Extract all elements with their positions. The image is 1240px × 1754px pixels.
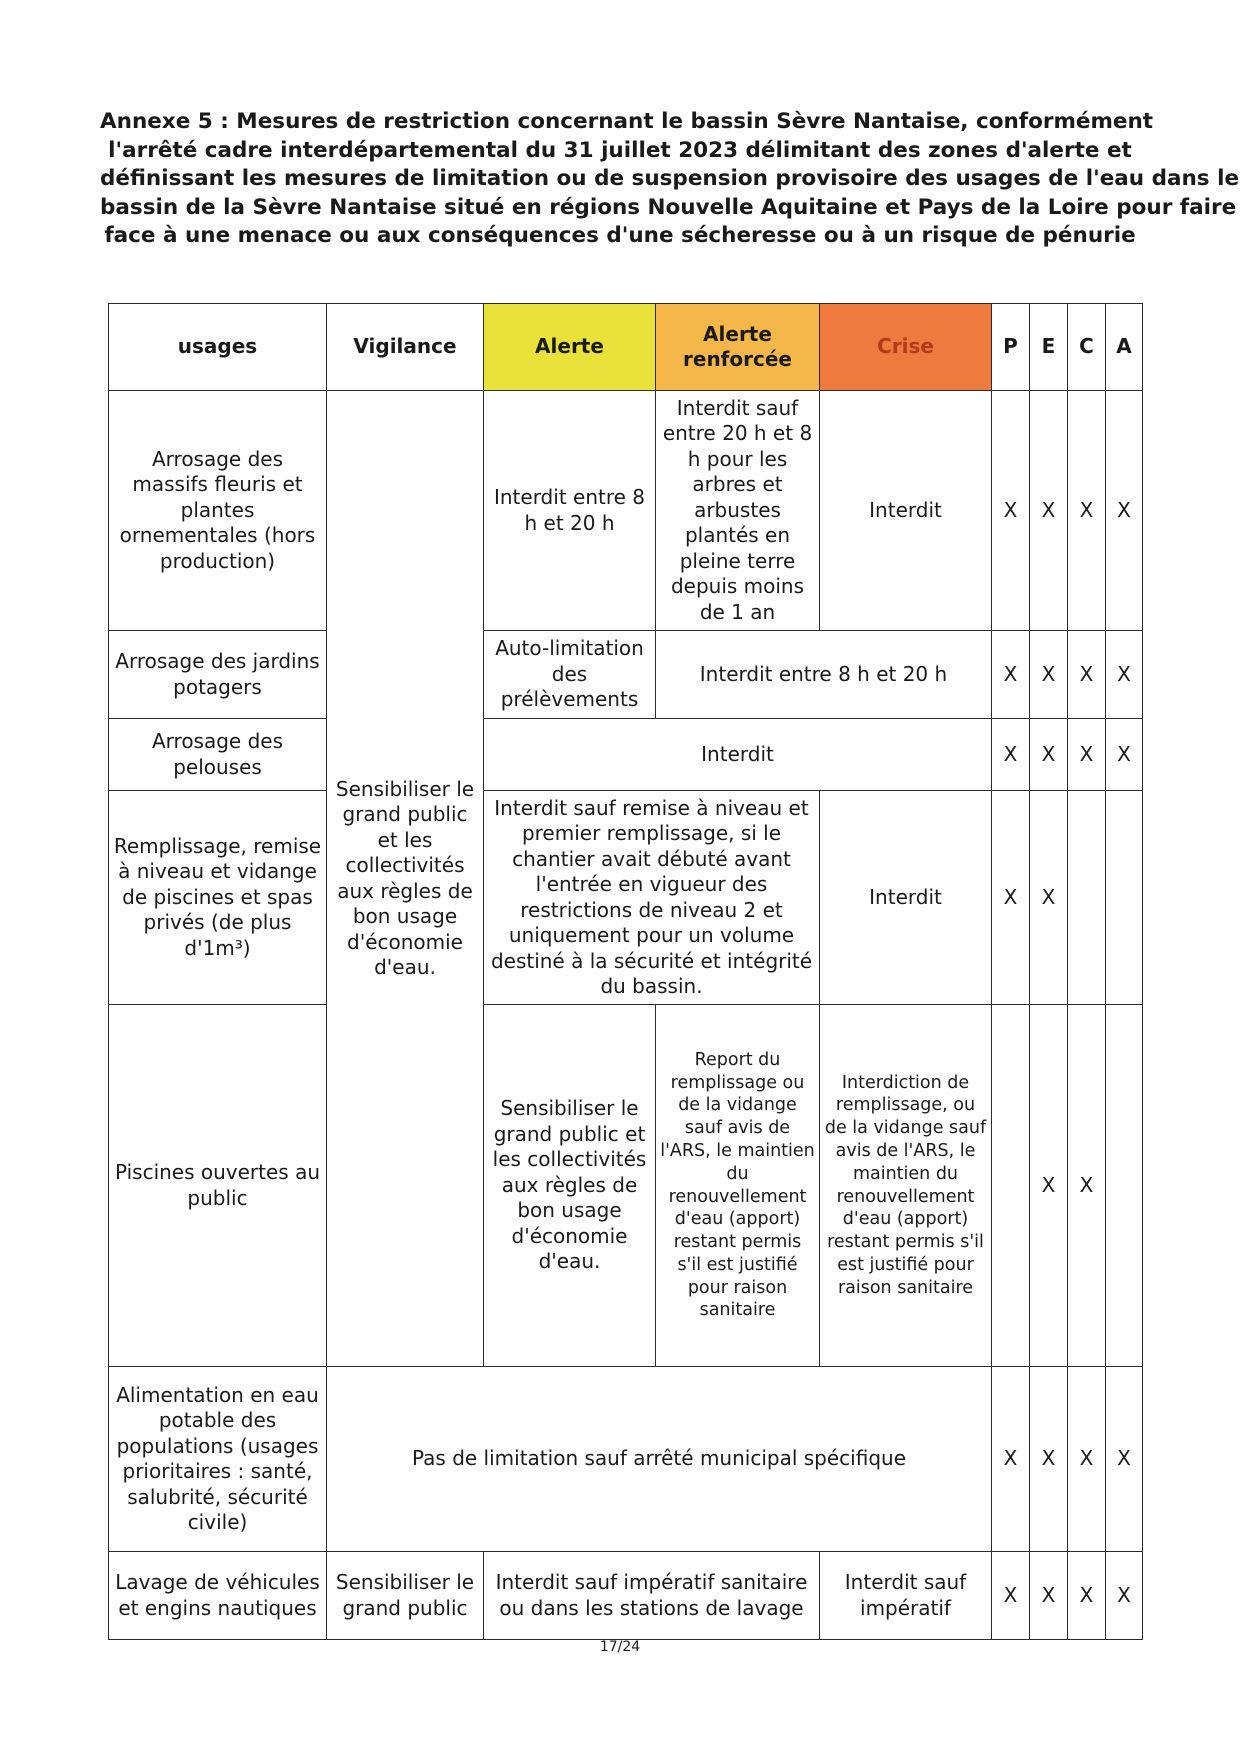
table-row bbox=[109, 719, 1143, 791]
mark-p: X bbox=[992, 391, 1030, 631]
header-crise: Crise bbox=[820, 304, 992, 391]
vigilance-cell: Sensibiliser le grand public bbox=[327, 1552, 484, 1640]
header-a: A bbox=[1106, 304, 1143, 391]
mark-c: X bbox=[1068, 631, 1106, 719]
all-levels-cell: Interdit bbox=[484, 719, 992, 791]
title-line: face à une menace ou aux conséquences d'une sécheresse ou à un risque de pénurie bbox=[104, 223, 1136, 248]
mark-p: X bbox=[992, 791, 1030, 1005]
header-alerte: Alerte bbox=[484, 304, 656, 391]
table-row bbox=[109, 1552, 1143, 1640]
mark-c: X bbox=[1068, 719, 1106, 791]
header-usages: usages bbox=[109, 304, 327, 391]
mark-c: X bbox=[1068, 1005, 1106, 1367]
mark-a bbox=[1106, 791, 1143, 1005]
mark-p: X bbox=[992, 719, 1030, 791]
mark-a: X bbox=[1106, 631, 1143, 719]
table-row bbox=[109, 791, 1143, 1005]
mark-e: X bbox=[1030, 719, 1068, 791]
crise-cell: Interdit sauf impératif bbox=[820, 1552, 992, 1640]
crise-cell: Interdiction de remplissage, ou de la vidange sauf avis de l'ARS, le maintien du renouvellement d'eau (apport) restant permis s'il est justifié pour raison sanitaire bbox=[820, 1005, 992, 1367]
usage-cell: Alimentation en eau potable des populations (usages prioritaires : santé, salubrité, sécurité civile) bbox=[109, 1367, 327, 1552]
mark-c: X bbox=[1068, 1552, 1106, 1640]
usage-cell: Arrosage des jardins potagers bbox=[109, 631, 327, 719]
page-title bbox=[100, 108, 1240, 251]
mark-a: X bbox=[1106, 391, 1143, 631]
header-vigilance: Vigilance bbox=[327, 304, 484, 391]
mark-e: X bbox=[1030, 1367, 1068, 1552]
mark-e: X bbox=[1030, 1005, 1068, 1367]
mark-c: X bbox=[1068, 1367, 1106, 1552]
table-row bbox=[109, 1005, 1143, 1367]
usage-cell: Arrosage des pelouses bbox=[109, 719, 327, 791]
header-alerte-renforcee: Alerte renforcée bbox=[656, 304, 820, 391]
alerte-cell: Interdit entre 8 h et 20 h bbox=[484, 391, 656, 631]
mark-a bbox=[1106, 1005, 1143, 1367]
header-e: E bbox=[1030, 304, 1068, 391]
usage-cell: Arrosage des massifs fleuris et plantes ornementales (hors production) bbox=[109, 391, 327, 631]
alerte-renforcee-merged-cell: Interdit sauf impératif sanitaire ou dans les stations de lavage bbox=[484, 1552, 820, 1640]
title-line: Annexe 5 : Mesures de restriction concernant le bassin Sèvre Nantaise, conformément bbox=[100, 109, 1154, 134]
vigilance-cell: Sensibiliser le grand public et les collectivités aux règles de bon usage d'économie d'eau. bbox=[327, 391, 484, 1367]
mark-c bbox=[1068, 791, 1106, 1005]
alerte-cell: Auto-limitation des prélèvements bbox=[484, 631, 656, 719]
mark-a: X bbox=[1106, 1552, 1143, 1640]
mark-p: X bbox=[992, 631, 1030, 719]
table-row bbox=[109, 631, 1143, 719]
mark-e: X bbox=[1030, 791, 1068, 1005]
title-line: bassin de la Sèvre Nantaise situé en régions Nouvelle Aquitaine et Pays de la Loire pour faire bbox=[100, 194, 1237, 220]
title-line: l'arrêté cadre interdépartemental du 31 juillet 2023 délimitant des zones d'alerte et bbox=[108, 137, 1132, 163]
mark-p: X bbox=[992, 1367, 1030, 1552]
alerte-renforcee-cell: Interdit sauf entre 20 h et 8 h pour les arbres et arbustes plantés en pleine terre depuis moins de 1 an bbox=[656, 391, 820, 631]
alerte-renforcee-crise-cell: Interdit entre 8 h et 20 h bbox=[656, 631, 992, 719]
alerte-renforcee-merged-cell: Interdit sauf remise à niveau et premier remplissage, si le chantier avait débuté avant l'entrée en vigueur des restrictions de niveau 2 et uniquement pour un volume destiné à la sécurité et intégrité du bassin. bbox=[484, 791, 820, 1005]
table-row bbox=[109, 1367, 1143, 1552]
mark-a: X bbox=[1106, 719, 1143, 791]
mark-e: X bbox=[1030, 391, 1068, 631]
mark-p bbox=[992, 1005, 1030, 1367]
restriction-table bbox=[108, 303, 1143, 1640]
header-c: C bbox=[1068, 304, 1106, 391]
crise-cell: Interdit bbox=[820, 391, 992, 631]
mark-p: X bbox=[992, 1552, 1030, 1640]
mark-a: X bbox=[1106, 1367, 1143, 1552]
mark-c: X bbox=[1068, 391, 1106, 631]
usage-cell: Remplissage, remise à niveau et vidange de piscines et spas privés (de plus d'1m³) bbox=[109, 791, 327, 1005]
usage-cell: Piscines ouvertes au public bbox=[109, 1005, 327, 1367]
crise-cell: Interdit bbox=[820, 791, 992, 1005]
all-levels-cell: Pas de limitation sauf arrêté municipal spécifique bbox=[327, 1367, 992, 1552]
header-p: P bbox=[992, 304, 1030, 391]
alerte-renforcee-cell: Report du remplissage ou de la vidange sauf avis de l'ARS, le maintien du renouvellement d'eau (apport) restant permis s'il est justifié pour raison sanitaire bbox=[656, 1005, 820, 1367]
alerte-cell: Sensibiliser le grand public et les collectivités aux règles de bon usage d'économie d'eau. bbox=[484, 1005, 656, 1367]
mark-e: X bbox=[1030, 1552, 1068, 1640]
title-line: définissant les mesures de limitation ou de suspension provisoire des usages de l'eau dans le bbox=[100, 166, 1240, 191]
page-number: 17/24 bbox=[599, 1639, 641, 1655]
usage-cell: Lavage de véhicules et engins nautiques bbox=[109, 1552, 327, 1640]
header-row bbox=[109, 304, 1143, 391]
table-row bbox=[109, 391, 1143, 631]
mark-e: X bbox=[1030, 631, 1068, 719]
